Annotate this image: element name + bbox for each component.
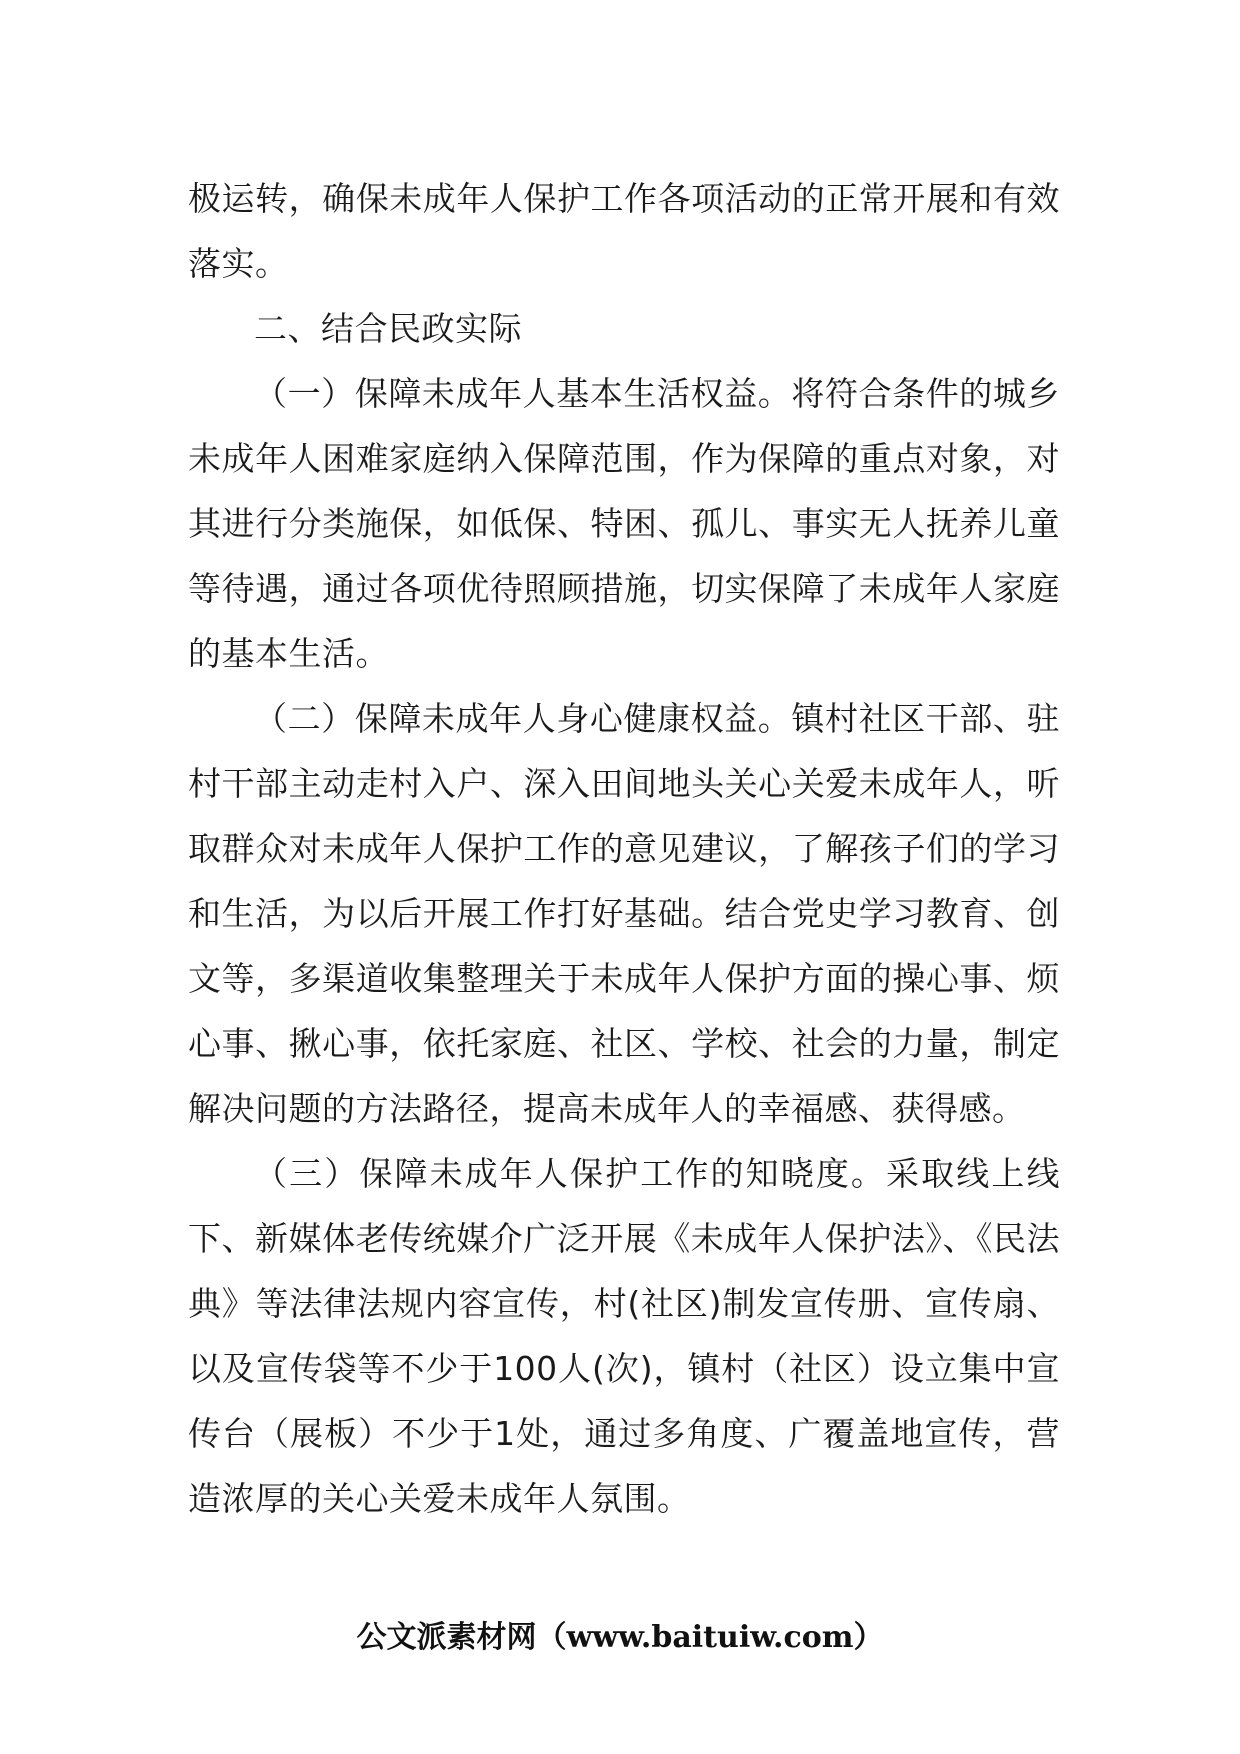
footer-watermark: 公文派素材网（www.baituiw.com）	[356, 1620, 884, 1655]
paragraph-basic-living: （一）保障未成年人基本生活权益。将符合条件的城乡未成年人困难家庭纳入保障范围，作为保障的重点对象，对其进行分类施保，如低保、特困、孤儿、事实无人抚养儿童等待遇，通过各项优待照顾措施，切实保障了未成年人家庭的基本生活。	[188, 374, 1060, 673]
section-heading: 二、结合民政实际	[254, 309, 522, 348]
paragraph-physical-mental-health: （二）保障未成年人身心健康权益。镇村社区干部、驻村干部主动走村入户、深入田间地头关心关爱未成年人，听取群众对未成年人保护工作的意见建议，了解孩子们的学习和生活，为以后开展工作打好基础。结合党史学习教育、创文等，多渠道收集整理关于未成年人保护方面的操心事、烦心事、揪心事，依托家庭、社区、学校、社会的力量，制定解决问题的方法路径，提高未成年人的幸福感、获得感。	[188, 699, 1060, 1128]
paragraph-continuation: 极运转，确保未成年人保护工作各项活动的正常开展和有效落实。	[188, 179, 1060, 283]
document-body	[188, 166, 1060, 1531]
paragraph-awareness: （三）保障未成年人保护工作的知晓度。采取线上线下、新媒体老传统媒介广泛开展《未成年人保护法》、《民法典》等法律法规内容宣传，村(社区)制发宣传册、宣传扇、以及宣传袋等不少于100人(次)，镇村（社区）设立集中宣传台（展板）不少于1处，通过多角度、广覆盖地宣传，营造浓厚的关心关爱未成年人氛围。	[188, 1154, 1060, 1518]
